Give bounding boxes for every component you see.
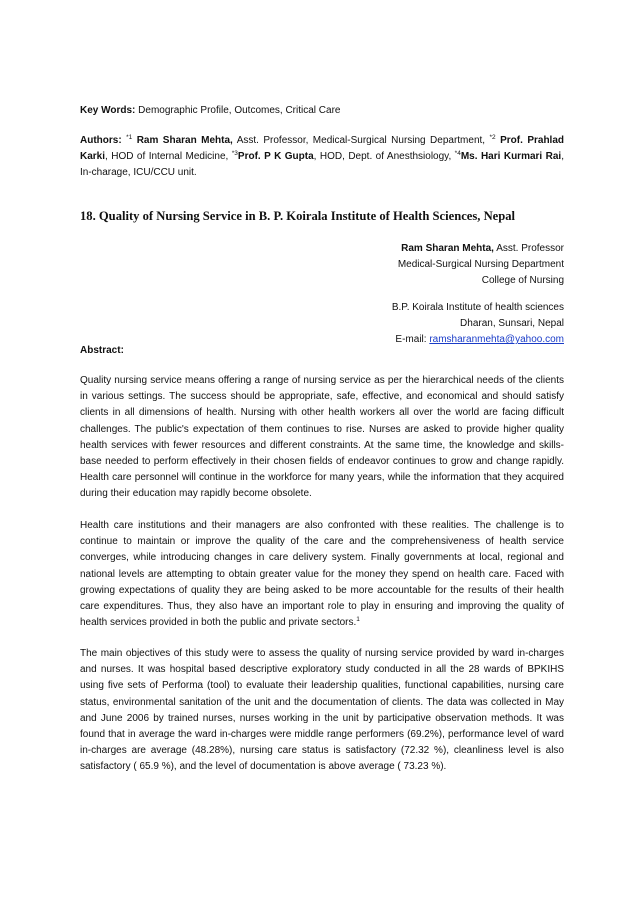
affiliation-institute: B.P. Koirala Institute of health sciences [391, 302, 564, 314]
author-4-mark: *4 [454, 150, 461, 158]
author-1-role: Asst. Professor, Medical-Surgical Nursing Department, [236, 135, 486, 146]
affiliation-college: College of Nursing [481, 274, 564, 286]
author-1-mark: *1 [126, 134, 133, 141]
abstract-paragraph-2 [80, 518, 564, 631]
keywords-text: Demographic Profile, Outcomes, Critical Care [138, 105, 341, 116]
affiliation-block [392, 241, 564, 348]
email-link[interactable]: ramsharanmehta@yahoo.com [429, 333, 564, 345]
author-4-role: , In-charage, ICU/CCU unit. [80, 151, 564, 179]
authors-label: Authors: [80, 135, 122, 146]
article-title: 18. Quality of Nursing Service in B. P. Koirala Institute of Health Sciences, Nepal [80, 209, 516, 223]
affiliation-location: Dharan, Sunsari, Nepal [460, 318, 564, 330]
affiliation-name-line [392, 241, 564, 257]
author-3-mark: *3 [231, 150, 238, 158]
affiliation-dept: Medical-Surgical Nursing Department [397, 258, 564, 270]
reference-mark: 1 [356, 616, 360, 624]
author-2-mark: *2 [489, 134, 496, 141]
authors-paragraph [80, 133, 564, 182]
author-1-name: Ram Sharan Mehta, [136, 135, 233, 146]
affiliation-email-line [392, 332, 564, 348]
affiliation-position: Asst. Professor [496, 243, 564, 254]
affiliation-name: Ram Sharan Mehta, [401, 243, 494, 254]
abstract-paragraph-1: Quality nursing service means offering a range of nursing service as per the hierarchical needs of the clients in various settings. The success should be appropriate, safe, effective, and economical and should satisfy clients in all dimensions of health. Nursing with other health workers all over the world are facing difficult challenges. The public's expectation of them continues to rise. Nurses are asked to provide higher quality health services with fewer resources and different constraints. At the same time, the knowledge and skills-base needed to perform effectively in their chosen fields of endeavor continues to grow and change rapidly. Health care personnel will continue in the workforce for many years, while the information that they acquired during their education may rapidly become obsolete. [80, 375, 564, 500]
email-label: E-mail: [395, 333, 427, 345]
abstract-paragraph-2-text: Health care institutions and their managers are also confronted with these realities. The challenge is to continue to maintain or improve the quality of the care and the comprehensiveness of health service converges, while introducing changes in care delivery system. Finally governments at local, regional and national levels are attempting to obtain greater value for the money they spend on health care. Faced with growing expectations of quality they are being asked to be more accountable for the results of their health care expenditures. Thus, they also have an important role to play in ensuring and improving the quality of health services provided in both the public and private sectors. [80, 520, 564, 629]
abstract-heading: Abstract: [80, 345, 124, 356]
author-3-role: , HOD, Dept. of Anesthsiology, [313, 151, 452, 163]
author-2-role: , HOD of Internal Medicine, [105, 151, 229, 163]
author-4-name: Ms. Hari Kurmari Rai [460, 151, 562, 163]
author-2-name: Prof. Prahlad Karki [80, 135, 564, 163]
affiliation-spacer [392, 288, 564, 300]
keywords-label: Key Words: [80, 105, 136, 116]
abstract-paragraph-3: The main objectives of this study were to assess the quality of nursing service provided by ward in-charges and nurses. It was hospital based descriptive exploratory study conducted in all the 28 wards of BPKIHS using five sets of Performa (tool) to evaluate their leadership qualities, functional capabilities, nursing care status, environmental sanitation of the unit and the documentation of clients. The data was collected in May and June 2006 by trained nurses, nurses working in the unit by participative observation methods. It was found that in average the ward in-charges were middle range performers (69.2%), performance level of ward in-charges are average (48.28%), nursing care status is satisfactory (72.32 %), cleanliness level is also satisfactory ( 65.9 %), and the level of documentation is above average ( 73.23 %). [80, 648, 564, 773]
keywords-line [80, 103, 564, 119]
author-3-name: Prof. P K Gupta [237, 151, 314, 163]
